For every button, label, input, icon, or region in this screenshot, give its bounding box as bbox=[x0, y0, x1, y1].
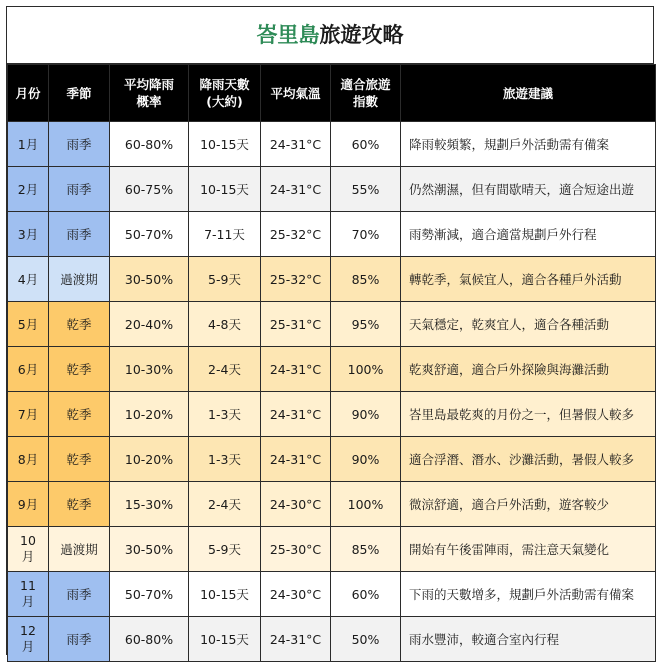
season-cell: 乾季 bbox=[49, 347, 110, 392]
temperature-cell: 24-30°C bbox=[261, 482, 331, 527]
month-cell: 7月 bbox=[8, 392, 49, 437]
month-cell: 3月 bbox=[8, 212, 49, 257]
travel-tip-cell: 轉乾季，氣候宜人，適合各種戶外活動 bbox=[401, 257, 656, 302]
month-cell: 6月 bbox=[8, 347, 49, 392]
header-days: 降雨天數 (大約) bbox=[189, 65, 261, 122]
season-cell: 乾季 bbox=[49, 482, 110, 527]
season-cell: 乾季 bbox=[49, 392, 110, 437]
travel-index-cell: 85% bbox=[331, 527, 401, 572]
month-cell: 4月 bbox=[8, 257, 49, 302]
travel-tip-cell: 天氣穩定，乾爽宜人，適合各種活動 bbox=[401, 302, 656, 347]
month-cell: 10 月 bbox=[8, 527, 49, 572]
title-accent: 峇里島 bbox=[256, 23, 320, 47]
rain-days-cell: 5-9天 bbox=[189, 527, 261, 572]
rain-days-cell: 10-15天 bbox=[189, 122, 261, 167]
travel-index-cell: 60% bbox=[331, 572, 401, 617]
travel-index-cell: 85% bbox=[331, 257, 401, 302]
temperature-cell: 24-31°C bbox=[261, 167, 331, 212]
rain-days-cell: 4-8天 bbox=[189, 302, 261, 347]
table-row bbox=[8, 527, 656, 572]
month-cell: 11 月 bbox=[8, 572, 49, 617]
season-cell: 乾季 bbox=[49, 437, 110, 482]
travel-tip-cell: 雨勢漸減，適合適當規劃戶外行程 bbox=[401, 212, 656, 257]
header-row bbox=[8, 65, 656, 122]
travel-tip-cell: 仍然潮濕，但有間歇晴天，適合短途出遊 bbox=[401, 167, 656, 212]
temperature-cell: 24-31°C bbox=[261, 617, 331, 662]
rain-days-cell: 1-3天 bbox=[189, 437, 261, 482]
month-cell: 2月 bbox=[8, 167, 49, 212]
table-row bbox=[8, 572, 656, 617]
season-cell: 雨季 bbox=[49, 212, 110, 257]
table-row bbox=[8, 167, 656, 212]
rain-days-cell: 10-15天 bbox=[189, 572, 261, 617]
header-season: 季節 bbox=[49, 65, 110, 122]
travel-tip-cell: 乾爽舒適，適合戶外探險與海灘活動 bbox=[401, 347, 656, 392]
rain-days-cell: 2-4天 bbox=[189, 347, 261, 392]
season-cell: 雨季 bbox=[49, 122, 110, 167]
travel-index-cell: 95% bbox=[331, 302, 401, 347]
temperature-cell: 24-31°C bbox=[261, 122, 331, 167]
season-cell: 雨季 bbox=[49, 167, 110, 212]
temperature-cell: 25-32°C bbox=[261, 257, 331, 302]
temperature-cell: 24-31°C bbox=[261, 347, 331, 392]
month-cell: 9月 bbox=[8, 482, 49, 527]
rain-probability-cell: 30-50% bbox=[110, 527, 189, 572]
table-body bbox=[8, 122, 656, 662]
rain-days-cell: 1-3天 bbox=[189, 392, 261, 437]
season-cell: 過渡期 bbox=[49, 257, 110, 302]
rain-days-cell: 10-15天 bbox=[189, 617, 261, 662]
climate-table bbox=[7, 64, 656, 662]
travel-index-cell: 70% bbox=[331, 212, 401, 257]
title-rest: 旅遊攻略 bbox=[319, 23, 404, 47]
rain-probability-cell: 15-30% bbox=[110, 482, 189, 527]
temperature-cell: 24-30°C bbox=[261, 572, 331, 617]
table-row bbox=[8, 437, 656, 482]
table-row bbox=[8, 212, 656, 257]
travel-index-cell: 90% bbox=[331, 392, 401, 437]
travel-tip-cell: 下雨的天數增多，規劃戶外活動需有備案 bbox=[401, 572, 656, 617]
temperature-cell: 24-31°C bbox=[261, 392, 331, 437]
rain-days-cell: 10-15天 bbox=[189, 167, 261, 212]
temperature-cell: 25-31°C bbox=[261, 302, 331, 347]
rain-probability-cell: 60-80% bbox=[110, 122, 189, 167]
season-cell: 雨季 bbox=[49, 572, 110, 617]
travel-index-cell: 100% bbox=[331, 347, 401, 392]
month-cell: 1月 bbox=[8, 122, 49, 167]
page-title bbox=[7, 7, 653, 64]
travel-tip-cell: 適合浮潛、潛水、沙灘活動，暑假人較多 bbox=[401, 437, 656, 482]
header-tip: 旅遊建議 bbox=[401, 65, 656, 122]
travel-index-cell: 50% bbox=[331, 617, 401, 662]
rain-probability-cell: 60-75% bbox=[110, 167, 189, 212]
rain-probability-cell: 10-20% bbox=[110, 392, 189, 437]
table-row bbox=[8, 482, 656, 527]
table-row bbox=[8, 347, 656, 392]
table-row bbox=[8, 302, 656, 347]
season-cell: 過渡期 bbox=[49, 527, 110, 572]
rain-probability-cell: 20-40% bbox=[110, 302, 189, 347]
rain-probability-cell: 50-70% bbox=[110, 572, 189, 617]
rain-days-cell: 2-4天 bbox=[189, 482, 261, 527]
month-cell: 8月 bbox=[8, 437, 49, 482]
rain-days-cell: 5-9天 bbox=[189, 257, 261, 302]
travel-tip-cell: 峇里島最乾爽的月份之一，但暑假人較多 bbox=[401, 392, 656, 437]
travel-index-cell: 60% bbox=[331, 122, 401, 167]
travel-guide-table-frame bbox=[6, 6, 654, 655]
travel-tip-cell: 雨水豐沛，較適合室內行程 bbox=[401, 617, 656, 662]
travel-tip-cell: 降雨較頻繁，規劃戶外活動需有備案 bbox=[401, 122, 656, 167]
header-index: 適合旅遊 指數 bbox=[331, 65, 401, 122]
travel-index-cell: 100% bbox=[331, 482, 401, 527]
table-row bbox=[8, 617, 656, 662]
temperature-cell: 25-30°C bbox=[261, 527, 331, 572]
rain-days-cell: 7-11天 bbox=[189, 212, 261, 257]
month-cell: 5月 bbox=[8, 302, 49, 347]
header-temp: 平均氣溫 bbox=[261, 65, 331, 122]
rain-probability-cell: 50-70% bbox=[110, 212, 189, 257]
header-month: 月份 bbox=[8, 65, 49, 122]
table-row bbox=[8, 122, 656, 167]
temperature-cell: 25-32°C bbox=[261, 212, 331, 257]
header-rain: 平均降雨 概率 bbox=[110, 65, 189, 122]
season-cell: 雨季 bbox=[49, 617, 110, 662]
month-cell: 12 月 bbox=[8, 617, 49, 662]
temperature-cell: 24-31°C bbox=[261, 437, 331, 482]
season-cell: 乾季 bbox=[49, 302, 110, 347]
travel-index-cell: 90% bbox=[331, 437, 401, 482]
table-row bbox=[8, 257, 656, 302]
table-row bbox=[8, 392, 656, 437]
rain-probability-cell: 10-20% bbox=[110, 437, 189, 482]
rain-probability-cell: 60-80% bbox=[110, 617, 189, 662]
rain-probability-cell: 10-30% bbox=[110, 347, 189, 392]
travel-tip-cell: 微涼舒適，適合戶外活動，遊客較少 bbox=[401, 482, 656, 527]
travel-index-cell: 55% bbox=[331, 167, 401, 212]
rain-probability-cell: 30-50% bbox=[110, 257, 189, 302]
travel-tip-cell: 開始有午後雷陣雨，需注意天氣變化 bbox=[401, 527, 656, 572]
